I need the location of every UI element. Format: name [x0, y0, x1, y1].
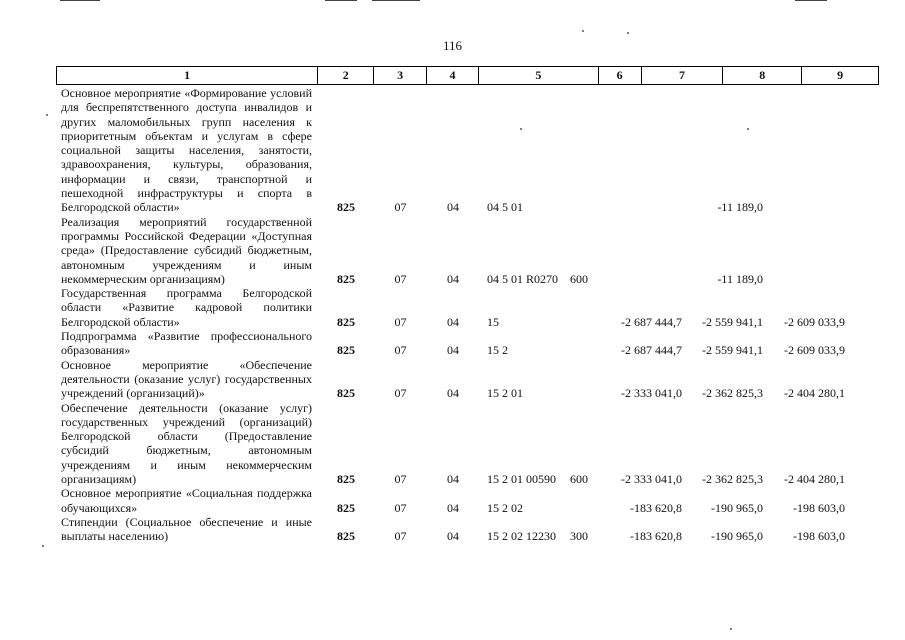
table-row: [56, 401, 879, 487]
table-header: [56, 66, 879, 85]
table-row: [56, 486, 879, 515]
section-code: 07: [394, 472, 407, 487]
amount-col7: -2 333 041,0: [621, 472, 682, 487]
section-code: 07: [394, 386, 407, 401]
table-body: [56, 86, 879, 544]
header-cell: 7: [642, 67, 724, 84]
row-description: Подпрограмма «Развитие профессионального образования»: [61, 329, 312, 358]
expense-type-code: 300: [570, 529, 588, 544]
amount-col8: -2 362 825,3: [702, 472, 763, 487]
target-article-code: 15 2 02 12230: [487, 529, 556, 544]
row-description: Государственная программа Белгородской области «Развитие кадровой политики Белгородской области»: [61, 286, 312, 329]
header-cell: 8: [723, 67, 802, 84]
ministry-code: 825: [337, 500, 355, 515]
section-code: 07: [394, 529, 407, 544]
header-cell: 5: [479, 67, 599, 84]
target-article-code: 15 2 02: [487, 500, 523, 515]
ministry-code: 825: [337, 271, 355, 286]
subsection-code: 04: [447, 500, 459, 515]
scan-speck: [520, 128, 522, 130]
expense-type-code: 600: [570, 271, 588, 286]
section-code: 07: [394, 200, 407, 215]
section-code: 07: [394, 314, 407, 329]
expense-type-code: 600: [570, 472, 588, 487]
scan-mark: [795, 0, 827, 1]
target-article-code: 15: [487, 314, 499, 329]
scan-speck: [582, 30, 584, 32]
header-cell: 4: [427, 67, 479, 84]
scan-speck: [46, 114, 48, 116]
table-row: [56, 329, 879, 358]
ministry-code: 825: [337, 200, 355, 215]
ministry-code: 825: [337, 472, 355, 487]
amount-col8: -190 965,0: [711, 529, 763, 544]
target-article-code: 15 2: [487, 343, 508, 358]
header-cell: 2: [318, 67, 374, 84]
table-row: [56, 358, 879, 401]
scan-speck: [747, 128, 749, 130]
subsection-code: 04: [447, 529, 459, 544]
ministry-code: 825: [337, 314, 355, 329]
header-cell: 6: [599, 67, 642, 84]
section-code: 07: [394, 500, 407, 515]
target-article-code: 15 2 01 00590: [487, 472, 556, 487]
header-cell: 3: [374, 67, 427, 84]
header-cell: 1: [57, 67, 318, 84]
subsection-code: 04: [447, 314, 459, 329]
row-description: Стипендии (Социальное обеспечение и иные выплаты населению): [61, 514, 312, 544]
amount-col8: -11 189,0: [717, 271, 763, 286]
amount-col8: -2 362 825,3: [702, 386, 763, 401]
table-row: [56, 286, 879, 329]
subsection-code: 04: [447, 200, 459, 215]
amount-col8: -11 189,0: [717, 200, 763, 215]
row-description: Основное мероприятие «Обеспечение деятельности (оказание услуг) государственных учреждений (организаций)»: [61, 357, 312, 401]
amount-col9: -2 404 280,1: [784, 472, 845, 487]
subsection-code: 04: [447, 386, 459, 401]
section-code: 07: [394, 271, 407, 286]
ministry-code: 825: [337, 386, 355, 401]
ministry-code: 825: [337, 529, 355, 544]
amount-col9: -2 404 280,1: [784, 386, 845, 401]
table-row: [56, 515, 879, 544]
ministry-code: 825: [337, 343, 355, 358]
scan-mark: [60, 0, 100, 1]
scan-mark: [372, 0, 420, 1]
amount-col9: -198 603,0: [793, 529, 845, 544]
amount-col7: -183 620,8: [630, 500, 682, 515]
subsection-code: 04: [447, 343, 459, 358]
amount-col7: -183 620,8: [630, 529, 682, 544]
subsection-code: 04: [447, 271, 459, 286]
amount-col9: -198 603,0: [793, 500, 845, 515]
scan-speck: [42, 545, 44, 547]
row-description: Основное мероприятие «Социальная поддержка обучающихся»: [61, 486, 312, 515]
row-description: Основное мероприятие «Формирование условий для беспрепятственного доступа инвалидов и других маломобильных групп населения к приоритетным объектам и услугам в сфере социальной защиты населения, занятости, здравоохранения, культуры, образования, информации и связи, транспортной и пешеходной инфраструктуры и спорта в Белгородской области»: [61, 86, 312, 215]
scan-mark: [325, 0, 357, 1]
amount-col8: -2 559 941,1: [702, 343, 763, 358]
row-description: Обеспечение деятельности (оказание услуг) государственных учреждений (организаций) Белгородской области (Предоставление субсидий бюджетным, автономным учреждениям и иным некоммерческим организациям): [61, 400, 312, 487]
page-number: 116: [442, 38, 463, 53]
amount-col9: -2 609 033,9: [784, 314, 845, 329]
section-code: 07: [394, 343, 407, 358]
scan-speck: [627, 32, 629, 34]
target-article-code: 04 5 01 R0270: [487, 271, 559, 286]
scan-speck: [730, 628, 732, 630]
amount-col7: -2 687 444,7: [621, 314, 682, 329]
amount-col9: -2 609 033,9: [784, 343, 845, 358]
header-cell: 9: [837, 68, 844, 82]
amount-col8: -190 965,0: [711, 500, 763, 515]
row-description: Реализация мероприятий государственной программы Российской Федерации «Доступная среда» (Предоставление субсидий бюджетным, автономным учреждениям и иным некоммерческим организациям): [61, 214, 312, 286]
target-article-code: 15 2 01: [487, 386, 523, 401]
amount-col8: -2 559 941,1: [702, 314, 763, 329]
target-article-code: 04 5 01: [487, 200, 523, 215]
subsection-code: 04: [447, 472, 459, 487]
table-row: [56, 86, 879, 215]
amount-col7: -2 687 444,7: [621, 343, 682, 358]
amount-col7: -2 333 041,0: [621, 386, 682, 401]
table-row: [56, 215, 879, 286]
